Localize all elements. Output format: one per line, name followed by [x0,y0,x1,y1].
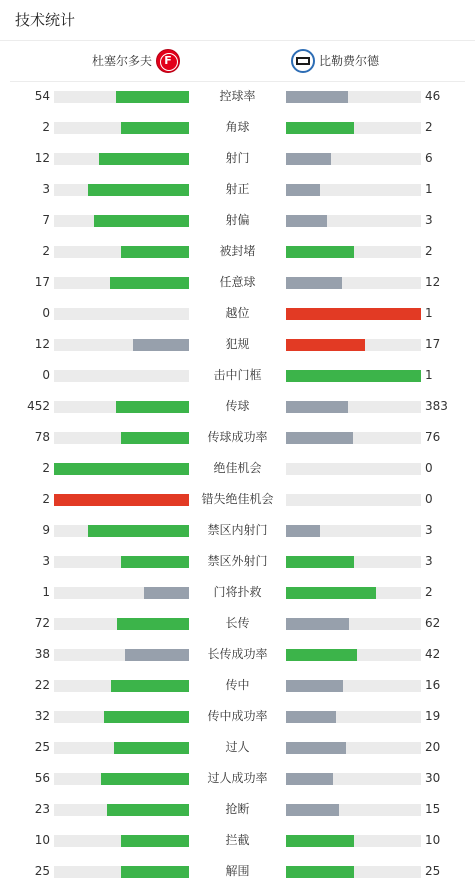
stats-list [0,82,475,888]
stat-label: 门将扑救 [213,585,262,599]
home-stat-value: 25 [34,740,50,754]
stat-label: 过人 [225,740,250,754]
stat-label: 解围 [225,864,250,878]
away-stat-bar-track [286,711,421,723]
stat-label: 射门 [225,151,250,165]
home-stat-value: 72 [34,616,50,630]
home-stat-bar-track [54,680,189,692]
page-title: 技术统计 [15,11,76,29]
home-stat-bar [110,277,189,289]
home-stat-value: 7 [42,213,50,227]
home-stat-bar [116,401,189,413]
away-stat-value: 12 [425,275,441,289]
home-stat-bar [117,618,189,630]
home-stat-bar-track [54,122,189,134]
home-stat-bar-track [54,773,189,785]
away-stat-bar-track [286,866,421,878]
away-stat-bar-track [286,742,421,754]
away-team-name: 比勒费尔德 [319,54,380,68]
away-stat-bar-track [286,308,421,320]
home-stat-bar-track [54,91,189,103]
away-stat-bar [286,122,354,134]
fortuna-dusseldorf-crest-icon [156,49,180,73]
home-stat-bar-track [54,215,189,227]
home-stat-bar [121,246,189,258]
home-stat-bar [116,91,189,103]
away-stat-value: 1 [425,368,433,382]
away-stat-bar [286,184,320,196]
home-stat-value: 38 [34,647,50,661]
home-stat-value: 2 [42,461,50,475]
stat-label: 任意球 [219,275,256,289]
away-stat-value: 2 [425,585,433,599]
stat-label: 射偏 [225,213,250,227]
stat-row [0,454,475,485]
away-stat-value: 2 [425,120,433,134]
away-stat-value: 0 [425,461,433,475]
home-stat-bar-track [54,494,189,506]
away-stat-bar [286,401,348,413]
away-team[interactable] [291,49,379,73]
stat-row [0,175,475,206]
stat-row [0,671,475,702]
stat-label: 越位 [225,306,250,320]
stat-row [0,237,475,268]
stat-row [0,826,475,857]
home-stat-value: 54 [34,89,50,103]
home-stat-bar-track [54,587,189,599]
home-stat-value: 2 [42,120,50,134]
home-stat-bar-track [54,246,189,258]
away-stat-bar-track [286,804,421,816]
stat-label: 控球率 [219,89,256,103]
home-stat-value: 78 [34,430,50,444]
home-stat-bar [121,556,189,568]
away-stat-bar [286,432,353,444]
home-stat-bar-track [54,804,189,816]
stat-label: 绝佳机会 [213,461,262,475]
stat-label: 击中门框 [213,368,262,382]
away-stat-value: 62 [425,616,441,630]
away-stat-bar [286,680,343,692]
home-stat-bar-track [54,401,189,413]
home-stat-bar-track [54,339,189,351]
away-stat-bar [286,804,339,816]
home-stat-value: 12 [34,151,50,165]
stat-label: 传中 [225,678,250,692]
away-stat-bar [286,246,354,258]
home-stat-bar [144,587,189,599]
stat-label: 角球 [225,120,250,134]
home-stat-value: 17 [34,275,50,289]
home-stat-bar-track [54,866,189,878]
home-stat-bar-track [54,184,189,196]
home-stat-bar [111,680,189,692]
away-stat-bar-track [286,339,421,351]
home-stat-bar [121,432,189,444]
home-stat-value: 452 [27,399,50,413]
away-stat-bar [286,742,346,754]
away-stat-bar-track [286,556,421,568]
home-stat-value: 56 [34,771,50,785]
home-stat-bar [104,711,189,723]
home-stat-bar-track [54,556,189,568]
away-stat-value: 76 [425,430,441,444]
stat-label: 拦截 [225,833,250,847]
away-stat-bar [286,370,421,382]
stat-row [0,764,475,795]
away-stat-bar-track [286,649,421,661]
away-stat-bar-track [286,91,421,103]
stat-row [0,516,475,547]
stat-label: 长传成功率 [207,647,268,661]
away-stat-value: 3 [425,523,433,537]
away-stat-value: 42 [425,647,441,661]
away-stat-value: 2 [425,244,433,258]
away-stat-bar-track [286,246,421,258]
stat-label: 长传 [225,616,250,630]
home-stat-bar [125,649,189,661]
away-stat-value: 25 [425,864,441,878]
home-stat-value: 22 [34,678,50,692]
home-stat-bar [121,866,189,878]
home-stat-bar-track [54,432,189,444]
home-stat-value: 12 [34,337,50,351]
stat-row [0,268,475,299]
home-team[interactable] [92,49,180,73]
stat-label: 传球 [225,399,250,413]
stat-row [0,547,475,578]
home-stat-value: 3 [42,554,50,568]
away-stat-value: 46 [425,89,441,103]
home-stat-bar [107,804,189,816]
home-stat-bar [121,835,189,847]
stat-label: 犯规 [225,337,250,351]
home-stat-bar-track [54,153,189,165]
home-stat-bar-track [54,649,189,661]
away-stat-bar-track [286,184,421,196]
home-stat-value: 3 [42,182,50,196]
home-stat-value: 32 [34,709,50,723]
home-stat-bar [114,742,189,754]
stat-row [0,609,475,640]
stat-row [0,857,475,888]
home-stat-bar-track [54,618,189,630]
away-stat-bar [286,339,365,351]
home-stat-value: 0 [42,306,50,320]
stat-label: 错失绝佳机会 [201,492,274,506]
stat-label: 禁区内射门 [207,523,268,537]
away-stat-bar-track [286,215,421,227]
away-stat-value: 3 [425,213,433,227]
home-stat-bar-track [54,463,189,475]
away-stat-bar [286,835,354,847]
home-stat-bar-track [54,308,189,320]
away-stat-bar [286,773,333,785]
away-stat-bar [286,153,331,165]
away-stat-value: 15 [425,802,441,816]
stat-row [0,113,475,144]
away-stat-value: 10 [425,833,441,847]
home-stat-bar [54,463,189,475]
away-stat-value: 17 [425,337,441,351]
away-stat-bar-track [286,432,421,444]
home-stat-bar [101,773,189,785]
home-stat-bar-track [54,525,189,537]
stat-row [0,361,475,392]
away-stat-value: 6 [425,151,433,165]
home-team-name: 杜塞尔多夫 [91,54,152,68]
away-stat-value: 3 [425,554,433,568]
away-stat-bar-track [286,370,421,382]
home-stat-value: 0 [42,368,50,382]
away-stat-value: 16 [425,678,441,692]
stat-row [0,423,475,454]
stat-label: 传中成功率 [207,709,268,723]
home-stat-bar [121,122,189,134]
stat-row [0,299,475,330]
away-stat-bar-track [286,153,421,165]
away-stat-bar-track [286,525,421,537]
arminia-bielefeld-crest-icon [291,49,315,73]
home-stat-bar [88,184,189,196]
home-stat-value: 23 [34,802,50,816]
away-stat-bar [286,277,342,289]
stat-row [0,640,475,671]
away-stat-bar-track [286,680,421,692]
away-stat-value: 383 [425,399,448,413]
away-stat-value: 30 [425,771,441,785]
away-stat-bar-track [286,463,421,475]
away-stat-bar [286,308,421,320]
stat-label: 被封堵 [219,244,256,258]
stat-row [0,702,475,733]
away-stat-bar-track [286,835,421,847]
stat-label: 抢断 [225,802,250,816]
away-stat-bar-track [286,618,421,630]
away-stat-bar-track [286,773,421,785]
home-stat-bar-track [54,370,189,382]
stat-row [0,795,475,826]
stat-row [0,733,475,764]
stat-row [0,82,475,113]
away-stat-bar [286,711,336,723]
away-stat-bar-track [286,277,421,289]
home-stat-bar-track [54,277,189,289]
away-stat-bar [286,556,354,568]
stat-label: 过人成功率 [207,771,268,785]
away-stat-bar [286,215,327,227]
away-stat-bar [286,587,376,599]
stat-label: 禁区外射门 [207,554,268,568]
home-stat-value: 2 [42,244,50,258]
away-stat-bar [286,91,348,103]
stat-label: 射正 [225,182,250,196]
stat-row [0,144,475,175]
home-stat-value: 25 [34,864,50,878]
away-stat-value: 20 [425,740,441,754]
away-stat-bar-track [286,122,421,134]
home-stat-bar-track [54,711,189,723]
stat-row [0,485,475,516]
away-stat-value: 0 [425,492,433,506]
home-stat-bar [94,215,189,227]
away-stat-bar-track [286,587,421,599]
away-stat-value: 1 [425,306,433,320]
home-stat-bar-track [54,742,189,754]
home-stat-bar [88,525,189,537]
home-stat-bar [54,494,189,506]
stat-row [0,206,475,237]
home-stat-bar-track [54,835,189,847]
home-stat-value: 9 [42,523,50,537]
home-stat-bar [99,153,189,165]
stat-row [0,392,475,423]
away-stat-bar [286,866,354,878]
away-stat-bar-track [286,494,421,506]
stat-label: 传球成功率 [207,430,268,444]
home-stat-bar [133,339,189,351]
home-stat-value: 2 [42,492,50,506]
team-header [10,41,465,82]
away-stat-value: 19 [425,709,441,723]
home-stat-value: 1 [42,585,50,599]
stat-row [0,330,475,361]
stat-row [0,578,475,609]
away-stat-bar [286,618,349,630]
title-bar [0,0,475,41]
away-stat-value: 1 [425,182,433,196]
away-stat-bar-track [286,401,421,413]
away-stat-bar [286,525,320,537]
home-stat-value: 10 [34,833,50,847]
away-stat-bar [286,649,357,661]
